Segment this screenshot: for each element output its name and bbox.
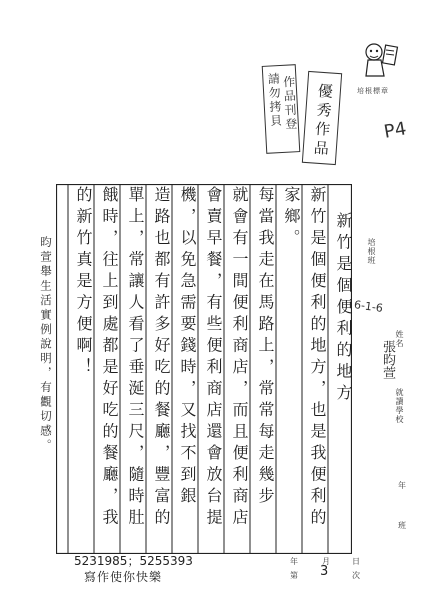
essay-column: 會賣早餐，有些便利商店還會放台提 xyxy=(204,186,223,530)
essay-column: 每當我走在馬路上，常常每走幾步 xyxy=(256,186,275,509)
page-di-label: 第 xyxy=(290,571,298,580)
essay-column: 新竹是個便利的地方，也是我便利的 xyxy=(308,186,327,530)
excellent-work-text: 優秀作品 xyxy=(311,82,335,160)
date-value: 6-1-6 xyxy=(353,298,384,315)
page-year-label: 年 xyxy=(290,557,298,566)
essay-title: 新竹是個便利的地方 xyxy=(334,212,353,406)
essay-column: 的新竹真是方便啊！ xyxy=(74,186,93,380)
essay-column: 單上，常讓人看了垂涎三尺，隨時肚 xyxy=(126,186,145,530)
name-value: 張昀萱 xyxy=(380,340,395,379)
teacher-comment: 昀萱舉生活實例說明，有觀切感。 xyxy=(39,236,53,454)
essay-column: 家鄉。 xyxy=(282,186,301,251)
copyright-stamp-text: 請勿拷貝 xyxy=(266,71,283,129)
page-number: 3 xyxy=(320,564,329,579)
copyright-stamp xyxy=(262,64,301,154)
footer-slogan: 寫作使你快樂 xyxy=(84,570,163,584)
logo xyxy=(358,38,402,82)
name-label: 姓名 xyxy=(395,330,404,348)
copyright-stamp-sub: 作品刊登 xyxy=(281,75,299,132)
page-month-label: 月 xyxy=(322,557,330,566)
class-label: 培根班 xyxy=(367,238,376,265)
essay-column: 造路也都有許多好吃的餐廳，豐富的 xyxy=(152,186,171,530)
corner-note: P4 xyxy=(382,118,408,143)
school-field-label: 就讀學校 xyxy=(395,388,404,424)
essay-column: 餓時，往上到處都是好吃的餐廳，我 xyxy=(100,186,119,530)
logo-caption: 培根標章 xyxy=(357,87,389,95)
essay-column: 機，以免急需要錢時，又找不到銀 xyxy=(178,186,197,509)
page-ci-label: 次 xyxy=(352,571,360,580)
excellent-work-stamp xyxy=(302,71,342,165)
essay-column: 就會有一間便利商店，而且便利商店 xyxy=(230,186,249,530)
grade-label: 年 xyxy=(398,481,406,490)
footer-phone: 5231985；5255393 xyxy=(74,554,193,568)
class-suffix-label: 班 xyxy=(398,521,406,530)
page-day-label: 日 xyxy=(352,557,360,566)
mascot-icon xyxy=(358,38,402,82)
